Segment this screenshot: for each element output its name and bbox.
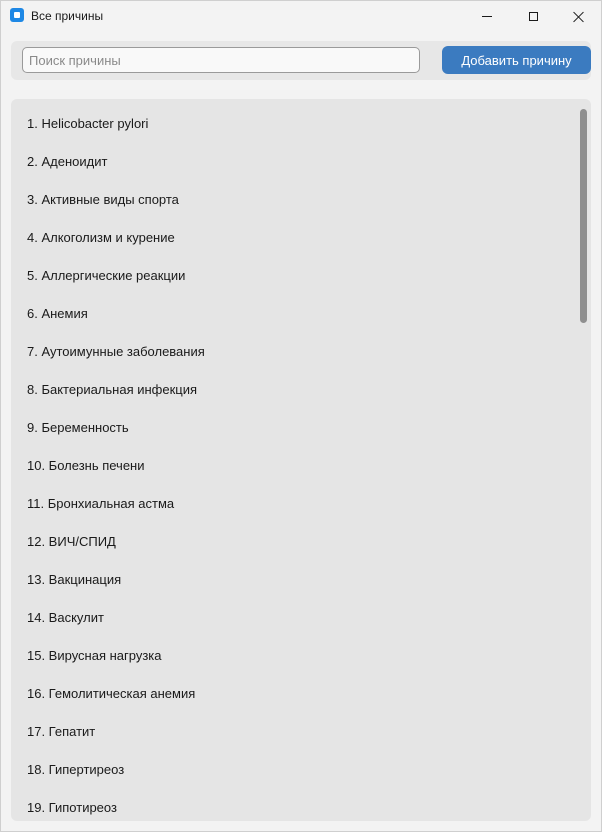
list-item[interactable]: 12. ВИЧ/СПИД xyxy=(27,534,116,549)
list-item[interactable]: 15. Вирусная нагрузка xyxy=(27,648,162,663)
add-cause-button[interactable]: Добавить причину xyxy=(442,46,591,74)
causes-list[interactable] xyxy=(11,99,591,821)
list-item[interactable]: 16. Гемолитическая анемия xyxy=(27,686,196,701)
list-item[interactable]: 18. Гипертиреоз xyxy=(27,762,125,777)
list-item[interactable]: 8. Бактериальная инфекция xyxy=(27,382,198,397)
list-item[interactable]: 3. Активные виды спорта xyxy=(27,192,179,207)
close-button[interactable] xyxy=(556,1,602,32)
list-item[interactable]: 10. Болезнь печени xyxy=(27,458,145,473)
list-item[interactable]: 2. Аденоидит xyxy=(27,154,108,169)
toolbar xyxy=(11,41,591,80)
scrollbar-thumb[interactable] xyxy=(580,109,587,323)
maximize-button[interactable] xyxy=(510,1,556,32)
list-item[interactable]: 9. Беременность xyxy=(27,420,129,435)
list-item[interactable]: 14. Васкулит xyxy=(27,610,104,625)
scrollbar[interactable] xyxy=(577,107,587,813)
minimize-button[interactable] xyxy=(464,1,510,32)
search-input[interactable] xyxy=(22,47,420,73)
maximize-icon xyxy=(529,12,538,21)
minimize-icon xyxy=(482,16,492,17)
title-bar[interactable] xyxy=(1,1,601,32)
list-item[interactable]: 11. Бронхиальная астма xyxy=(27,496,175,511)
list-item[interactable]: 5. Аллергические реакции xyxy=(27,268,186,283)
list-item[interactable]: 7. Аутоимунные заболевания xyxy=(27,344,205,359)
list-item[interactable]: 6. Анемия xyxy=(27,306,88,321)
list-item[interactable]: 19. Гипотиреоз xyxy=(27,800,117,815)
app-icon xyxy=(10,8,24,22)
close-icon xyxy=(573,11,585,23)
list-item[interactable]: 13. Вакцинация xyxy=(27,572,122,587)
list-item[interactable]: 17. Гепатит xyxy=(27,724,96,739)
list-item[interactable]: 1. Helicobacter pylori xyxy=(27,116,149,131)
window-title: Все причины xyxy=(31,9,104,23)
list-item[interactable]: 4. Алкоголизм и курение xyxy=(27,230,175,245)
